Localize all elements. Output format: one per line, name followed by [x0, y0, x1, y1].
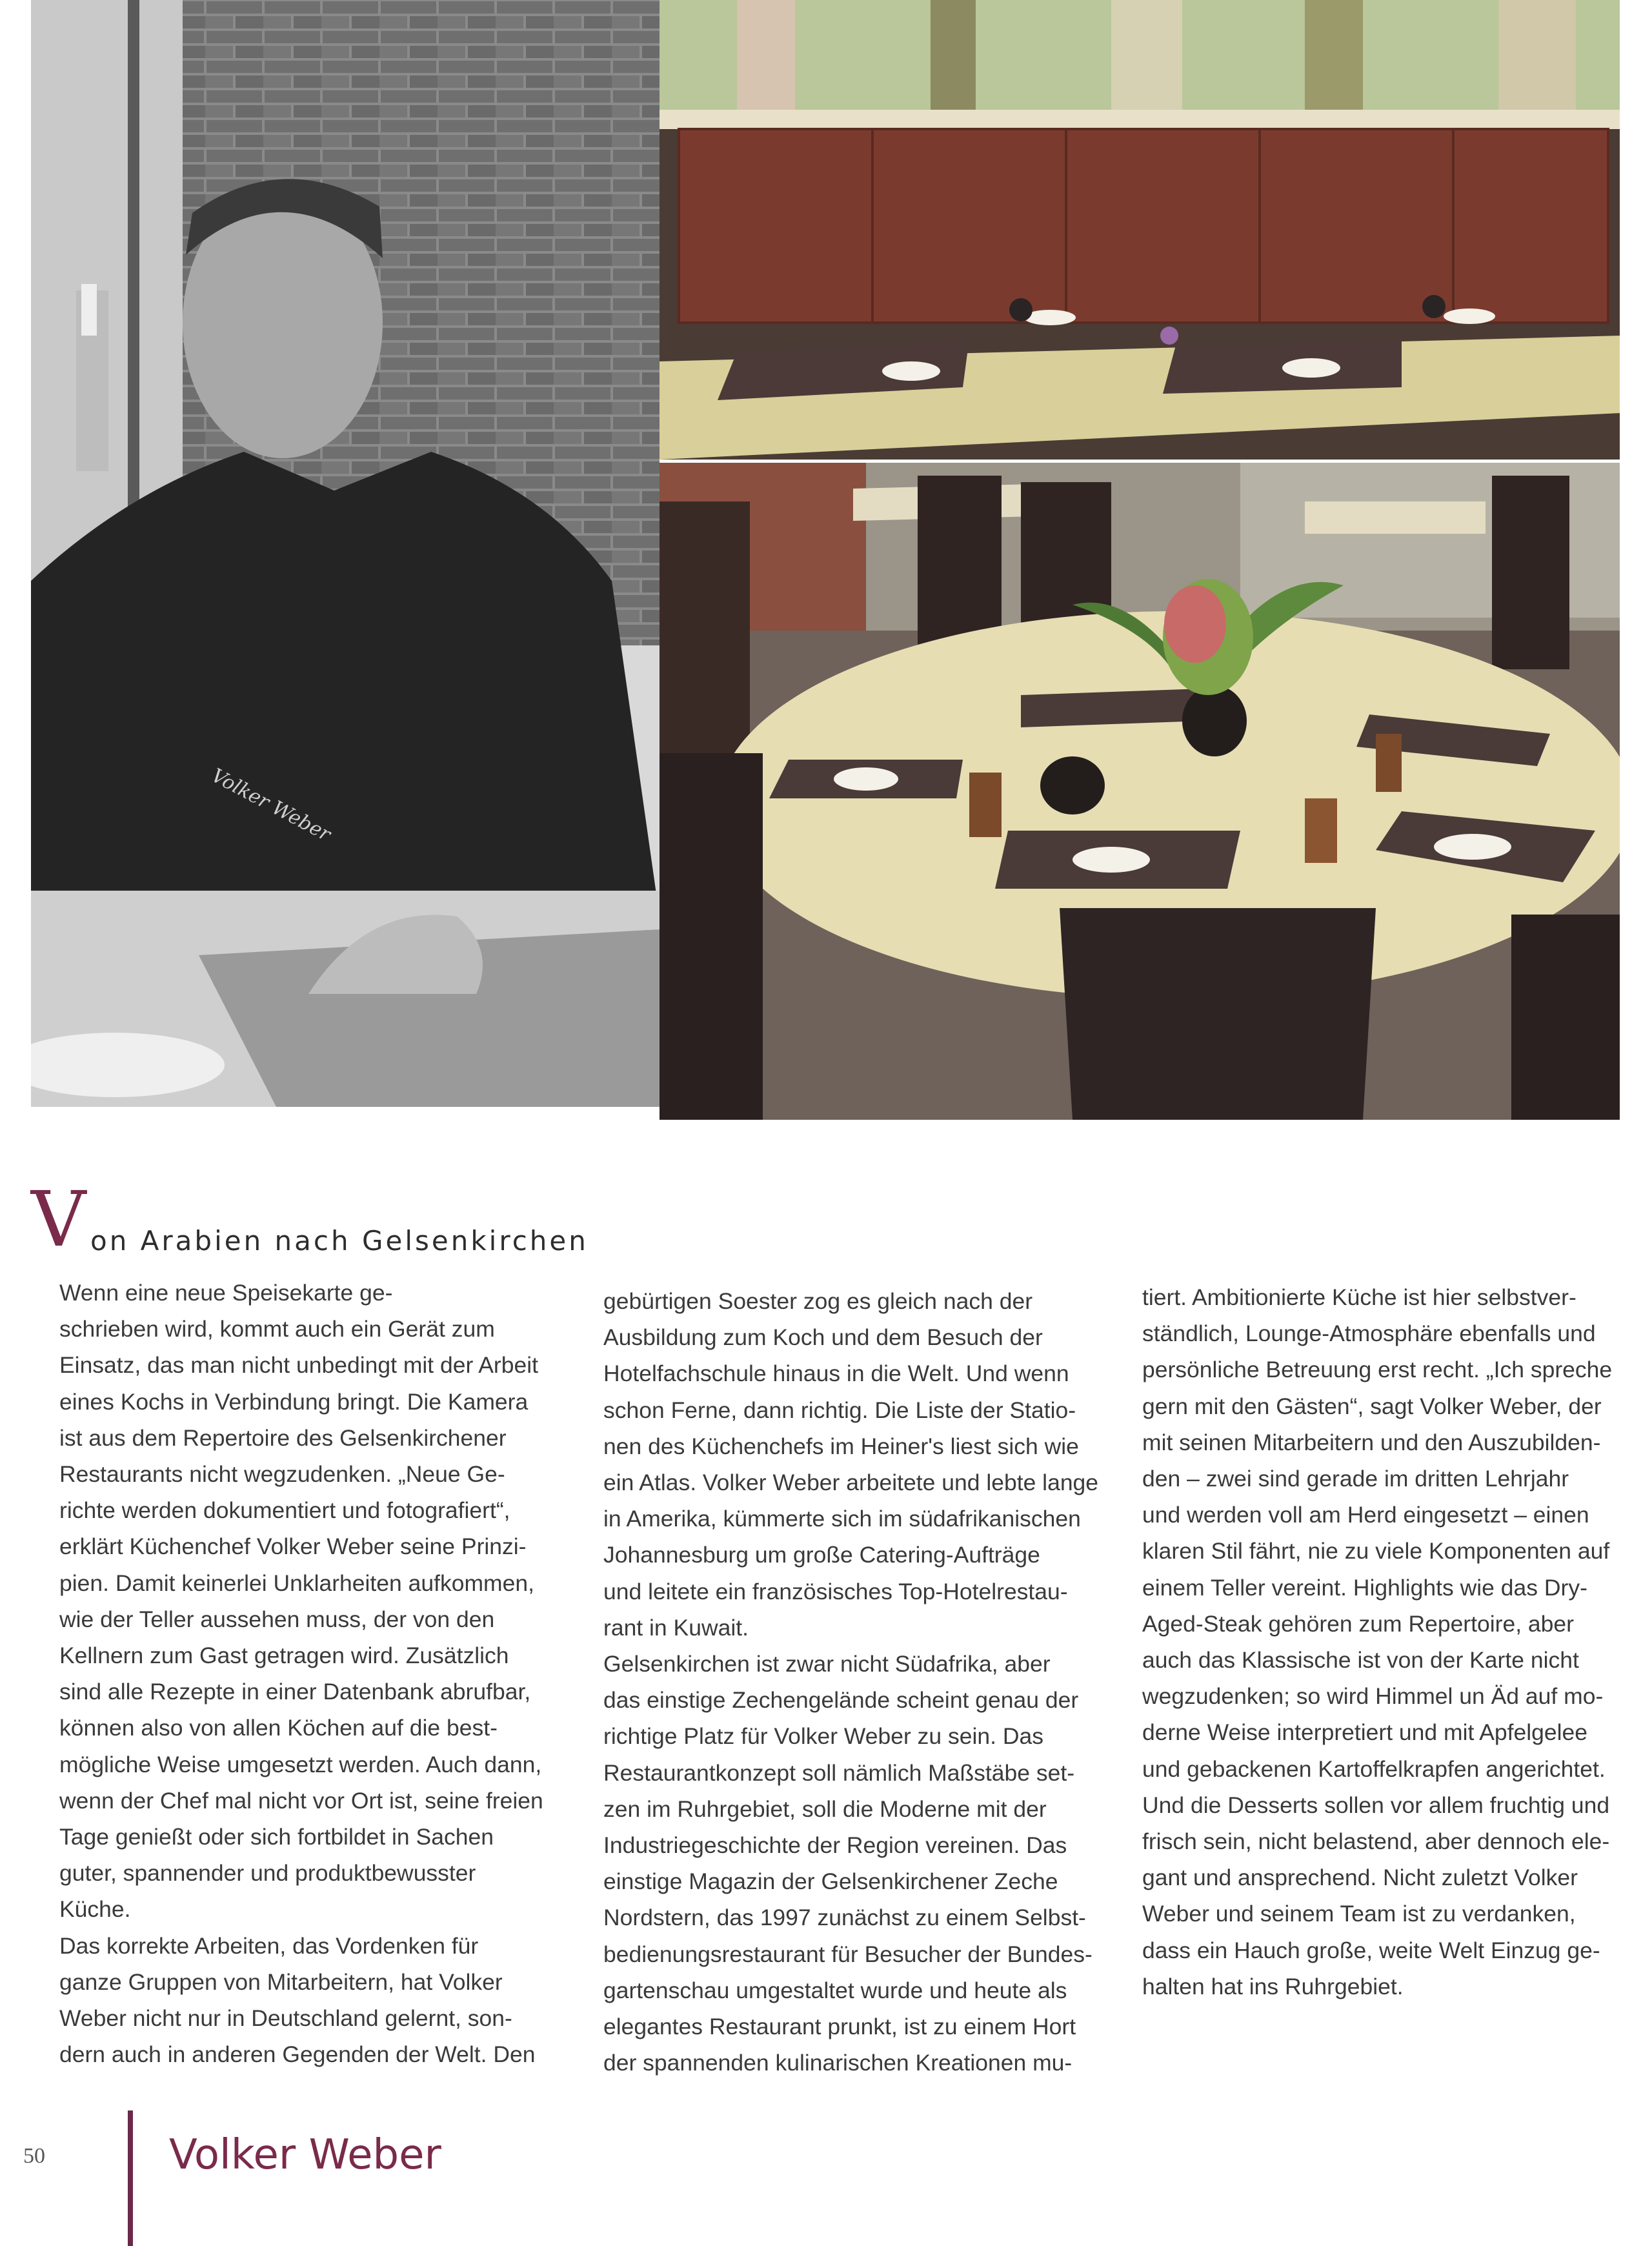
text-line: elegantes Restaurant prunkt, ist zu einem Hort — [603, 2014, 1076, 2040]
text-line: ständlich, Lounge-Atmosphäre ebenfalls und — [1142, 1320, 1596, 1347]
text-line: guter, spannender und produktbewusster — [59, 1860, 476, 1887]
text-line: dass ein Hauch große, weite Welt Einzug ge- — [1142, 1937, 1600, 1963]
text-line: dern auch in anderen Gegenden der Welt. Den — [59, 2041, 536, 2068]
text-line: Weber nicht nur in Deutschland gelernt, son- — [59, 2005, 512, 2032]
text-line: zen im Ruhrgebiet, soll die Moderne mit der — [603, 1796, 1047, 1822]
text-line: Restaurantkonzept soll nämlich Maßstäbe set- — [603, 1759, 1075, 1786]
text-line: Und die Desserts sollen vor allem fruchtig und — [1142, 1792, 1610, 1818]
apron-embroidery: Volker Weber — [207, 764, 335, 846]
headline-initial: V — [31, 1175, 86, 1264]
text-line: persönliche Betreuung erst recht. „Ich spreche — [1142, 1357, 1613, 1383]
text-line: bedienungsrestaurant für Besucher der Bundes- — [603, 1941, 1093, 1967]
text-line: sind alle Rezepte in einer Datenbank abrufbar, — [59, 1679, 531, 1705]
text-line: das einstige Zechengelände scheint genau der — [603, 1687, 1079, 1714]
text-line: den – zwei sind gerade im dritten Lehrjahr — [1142, 1466, 1569, 1492]
restaurant-booth-photo — [660, 0, 1620, 460]
text-line: und gebackenen Kartoffelkrapfen angerichtet. — [1142, 1755, 1606, 1782]
text-line: einem Teller vereint. Highlights wie das Dry- — [1142, 1574, 1587, 1601]
text-line: können also von allen Köchen auf die best- — [59, 1715, 498, 1741]
text-line: gebürtigen Soester zog es gleich nach der — [603, 1288, 1033, 1314]
text-line: Tage genießt oder sich fortbildet in Sachen — [59, 1824, 494, 1850]
text-line: derne Weise interpretiert und mit Apfelgelee — [1142, 1719, 1588, 1746]
text-line: tiert. Ambitionierte Küche ist hier selbstver- — [1142, 1284, 1576, 1310]
text-line: Kellnern zum Gast getragen wird. Zusätzlich — [59, 1643, 509, 1669]
text-line: Wenn eine neue Speisekarte ge- — [59, 1280, 393, 1306]
text-line: Restaurants nicht wegzudenken. „Neue Ge- — [59, 1461, 505, 1488]
article-column-1 — [59, 1275, 550, 2072]
page-number: 50 — [23, 2144, 45, 2168]
text-line: wegzudenken; so wird Himmel un Äd auf mo- — [1142, 1683, 1604, 1710]
text-line: Das korrekte Arbeiten, das Vordenken für — [59, 1932, 479, 1959]
text-line: wenn der Chef mal nicht vor Ort ist, seine freien — [59, 1787, 543, 1814]
chef-portrait-photo — [31, 0, 660, 1107]
round-table-photo — [660, 463, 1620, 1120]
text-line: gern mit den Gästen“, sagt Volker Weber, der — [1142, 1393, 1602, 1419]
text-line: nen des Küchenchefs im Heiner's liest sich wie — [603, 1433, 1079, 1459]
footer-divider — [128, 2110, 133, 2246]
text-line: richtige Platz für Volker Weber zu sein. Das — [603, 1723, 1044, 1750]
article-column-3 — [1142, 1279, 1633, 2005]
text-line: wie der Teller aussehen muss, der von den — [59, 1606, 495, 1632]
text-line: gant und ansprechend. Nicht zuletzt Volker — [1142, 1865, 1578, 1891]
text-line: Gelsenkirchen ist zwar nicht Südafrika, aber — [603, 1651, 1051, 1677]
text-line: halten hat ins Ruhrgebiet. — [1142, 1973, 1404, 1999]
text-line: in Amerika, kümmerte sich im südafrikanischen — [603, 1506, 1081, 1532]
text-line: richte werden dokumentiert und fotografiert“, — [59, 1497, 510, 1524]
text-line: klaren Stil fährt, nie zu viele Komponenten auf — [1142, 1538, 1610, 1564]
text-line: der spannenden kulinarischen Kreationen mu- — [603, 2050, 1073, 2076]
article-column-2 — [603, 1283, 1099, 2081]
text-line: und leitete ein französisches Top-Hotelrestau- — [603, 1578, 1068, 1604]
headline-text: on Arabien nach Gelsenkirchen — [90, 1225, 589, 1257]
text-line: Nordstern, das 1997 zunächst zu einem Selbst- — [603, 1905, 1086, 1931]
footer-chef-name: Volker Weber — [169, 2131, 441, 2179]
text-line: eines Kochs in Verbindung bringt. Die Kamera — [59, 1388, 529, 1415]
text-line: Industriegeschichte der Region vereinen. Das — [603, 1832, 1067, 1859]
text-line: und werden voll am Herd eingesetzt – einen — [1142, 1502, 1589, 1528]
text-line: Ausbildung zum Koch und dem Besuch der — [603, 1324, 1043, 1351]
text-line: gartenschau umgestaltet wurde und heute als — [603, 1977, 1067, 2003]
text-line: erklärt Küchenchef Volker Weber seine Prinzi- — [59, 1533, 527, 1560]
text-line: ganze Gruppen von Mitarbeitern, hat Volker — [59, 1968, 503, 1995]
article-headline — [31, 1175, 612, 1264]
text-line: Aged-Steak gehören zum Repertoire, aber — [1142, 1610, 1574, 1637]
text-line: Johannesburg um große Catering-Aufträge — [603, 1542, 1040, 1568]
text-line: Küche. — [59, 1896, 131, 1923]
text-line: mögliche Weise umgesetzt werden. Auch dann, — [59, 1751, 542, 1777]
text-line: frisch sein, nicht belastend, aber dennoch ele- — [1142, 1828, 1610, 1855]
text-line: Einsatz, das man nicht unbedingt mit der Arbeit — [59, 1352, 538, 1379]
text-line: ist aus dem Repertoire des Gelsenkirchener — [59, 1424, 507, 1451]
text-line: schon Ferne, dann richtig. Die Liste der Statio- — [603, 1397, 1076, 1423]
text-line: pien. Damit keinerlei Unklarheiten aufkommen, — [59, 1570, 534, 1596]
text-line: Hotelfachschule hinaus in die Welt. Und wenn — [603, 1361, 1069, 1387]
text-line: auch das Klassische ist von der Karte nicht — [1142, 1647, 1579, 1674]
text-line: rant in Kuwait. — [603, 1614, 749, 1641]
text-line: einstige Magazin der Gelsenkirchener Zeche — [603, 1868, 1058, 1895]
text-line: mit seinen Mitarbeitern und den Auszubilden- — [1142, 1429, 1601, 1455]
text-line: ein Atlas. Volker Weber arbeitete und lebte lange — [603, 1470, 1099, 1496]
text-line: Weber und seinem Team ist zu verdanken, — [1142, 1901, 1576, 1927]
text-line: schrieben wird, kommt auch ein Gerät zum — [59, 1316, 495, 1342]
